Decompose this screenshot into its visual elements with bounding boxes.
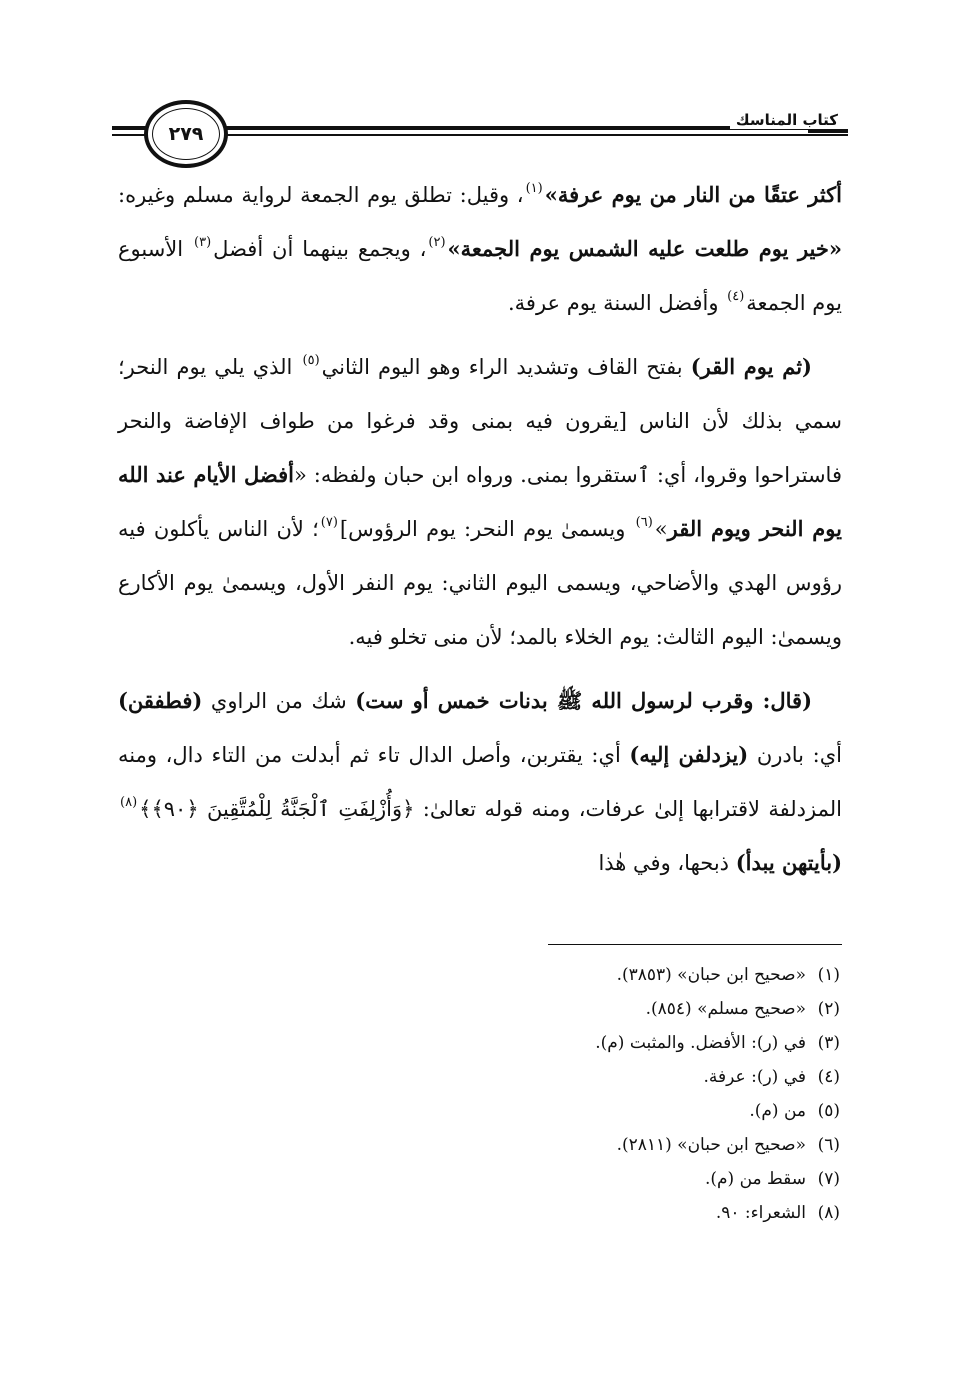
footnote-marker: (٧) [320,515,338,530]
footnote-marker: (٣) [194,235,212,250]
page-number-badge [144,100,228,168]
footnotes-list [240,958,840,1230]
header-title-tick [808,130,848,133]
main-text [118,168,842,890]
emphasized-text: «خير يوم طلعت عليه الشمس يوم الجمعة» [447,236,842,261]
text-run: بفتح القاف وتشديد الراء وهو اليوم الثاني [321,355,691,379]
text-run: ذبحها، وفي هٰذا [598,851,736,875]
footnote-number: (٦) [817,1135,840,1155]
footnote-item [240,1128,840,1162]
footnote-item [240,958,840,992]
page-header [112,96,848,168]
text-run: ، وقيل: تطلق يوم الجمعة لرواية مسلم وغيره: [118,183,524,207]
footnote-item [240,1094,840,1128]
page-number-ring [152,108,220,160]
text-run: أي: يقتربن، وأصل الدال تاء ثم أبدلت من التاء دال، ومنه المزدلفة لاقترابها إلىٰ عرفات، ومنه قوله تعالىٰ: ﴿وَأُزْلِفَتِ ٱلْجَنَّةُ لِلْمُتَّقِينَ ﴿٩٠﴾﴾ [118,743,842,821]
footnote-item [240,1026,840,1060]
paragraph [118,168,842,330]
text-run: ؛ لأن الناس يأكلون فيه رؤوس الهدي والأضاحي، ويسمى اليوم الثاني: يوم النفر الأول، ويسمىٰ يوم الأكارع ويسمىٰ: اليوم الثالث: يوم الخلاء بالمد؛ لأن منى تخلو فيه. [118,517,842,649]
emphasized-text: (بأيتهن يبدأ) [735,850,842,875]
footnote-text: «صحيح ابن حبان» (٢٨١١). [616,1135,806,1155]
footnote-item [240,1196,840,1230]
footnote-marker: (٥) [302,353,320,368]
footnote-marker: (٦) [635,515,653,530]
footnote-item [240,1162,840,1196]
text-run: شك من الراوي [202,689,356,713]
book-title: كتاب المناسك [730,111,848,129]
footnote-number: (٣) [817,1033,840,1053]
footnote-text: في (ر): عرفة. [703,1067,806,1087]
text-run: ويسمىٰ يوم النحر: يوم الرؤوس] [339,517,634,541]
text-run: الذي يلي يوم النحر؛ سمي بذلك لأن الناس [يقرون فيه بمنى وقد فرغوا من طواف الإفاضة والنحر فاستراحوا وقروا، أي: ٱستقروا بمنى. ورواه ابن حبان ولفظه: « [118,355,842,487]
footnote-marker: (١) [525,181,543,196]
footnote-number: (٧) [817,1169,840,1189]
footnote-text: «صحيح مسلم» (٨٥٤). [645,999,806,1019]
footnote-item [240,992,840,1026]
footnote-number: (٥) [817,1101,840,1121]
footnote-number: (٨) [817,1203,840,1223]
footnote-marker: (٢) [428,235,446,250]
footnote-item [240,1060,840,1094]
text-run: ، ويجمع بينهما أن أفضل [213,237,427,261]
text-run: الأسبوع يوم الجمعة [118,237,842,315]
emphasized-text: أفضل الأيام عند الله يوم النحر ويوم القر [118,462,842,541]
text-run: أي: بادرن [748,743,842,767]
emphasized-text: (ثم يوم القر) [690,354,812,379]
footnote-text: «صحيح ابن حبان» (٣٨٥٣). [616,965,806,985]
footnote-text: في (ر): الأفضل. والمثبت (م). [595,1033,806,1053]
page-number: ٢٧٩ [168,123,204,145]
footnote-number: (٤) [817,1067,840,1087]
footnote-marker: (٨) [120,795,138,810]
footnote-text: من (م). [749,1101,806,1121]
paragraph [118,340,842,664]
emphasized-text: (فطفقن) [118,688,203,713]
emphasized-text: (قال: وقرب لرسول الله ﷺ بدنات خمس أو ست) [355,688,813,713]
emphasized-text: (يزدلفن إليه) [629,742,749,767]
footnote-text: الشعراء: ٩٠. [715,1203,806,1223]
footnote-number: (١) [817,965,840,985]
text-run: » [654,517,668,541]
text-run: وأفضل السنة يوم عرفة. [507,291,726,315]
footnote-text: سقط من (م). [704,1169,806,1189]
footnote-marker: (٤) [727,289,745,304]
footnote-number: (٢) [817,999,840,1019]
footnote-separator [548,944,842,945]
paragraph [118,674,842,890]
emphasized-text: أكثر عتقًا من النار من يوم عرفة» [544,182,843,207]
